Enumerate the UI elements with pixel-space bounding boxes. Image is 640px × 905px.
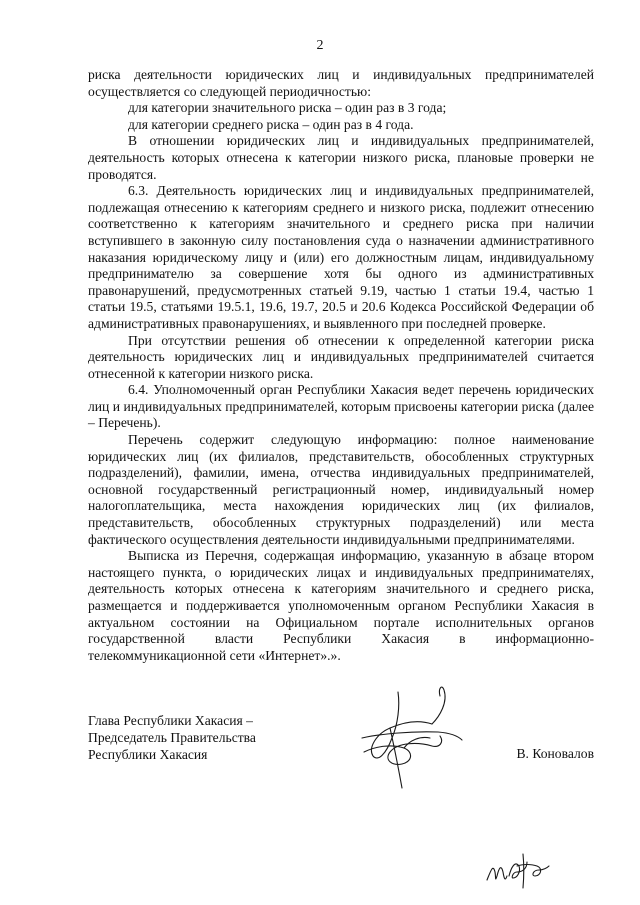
paragraph-list-contents: Перечень содержит следующую информацию: полное наименование юридических лиц (их филиалов, представительств, обособленных структурных подразделений), фамилии, имена, отчества индивидуальных предпринимателей, основной государственный регистрационный номер, индивидуальный номер налогоплательщика, места нахождения юридических лиц (их филиалов, представительств, обособленных структурных подразделений) или места фактического осуществления деятельности индивидуальными предпринимателями. [88,432,594,547]
paragraph-6-3: 6.3. Деятельность юридических лиц и индивидуальных предпринимателей, подлежащая отнесению к категориям среднего и низкого риска, подлежит отнесению соответственно к категориям значительного и среднего риска при наличии вступившего в законную силу постановления суда о назначении административного наказания юридическому лицу и (или) его должностным лицам, индивидуальному предпринимателю за совершение хотя бы одного из административных правонарушений, предусмотренных статьей 9.19, частью 1 статьи 19.4, частью 1 статьи 19.5, статьями 19.5.1, 19.6, 19.7, 20.5 и 20.6 Кодекса Российской Федерации об административных правонарушениях, и выявленного при последней проверке. [88,183,594,331]
signatory-title-line-2: Председатель Правительства [88,730,256,745]
signatory-title-line-1: Глава Республики Хакасия – [88,713,253,728]
paragraph-risk-periodicity: риска деятельности юридических лиц и индивидуальных предпринимателей осуществляется со следующей периодичностью: [88,67,594,99]
document-body [88,67,594,664]
signatory-name: В. Коновалов [516,746,594,761]
paragraph-6-4: 6.4. Уполномоченный орган Республики Хакасия ведет перечень юридических лиц и индивидуальных предпринимателей, которым присвоены категории риска (далее – Перечень). [88,382,594,431]
list-item-medium-risk: для категории среднего риска – один раз в 4 года. [128,116,414,132]
handwritten-signature [340,676,480,796]
signatory-title [88,712,308,763]
paragraph-low-risk: В отношении юридических лиц и индивидуальных предпринимателей, деятельность которых отнесена к категории низкого риска, плановые проверки не проводятся. [88,133,594,182]
list-item-significant-risk: для категории значительного риска – один раз в 3 года; [128,100,447,116]
paragraph-no-decision: При отсутствии решения об отнесении к определенной категории риска деятельность юридических лиц и индивидуальных предпринимателей считается отнесенной к категории низкого риска. [88,332,594,381]
paragraph-extract: Выписка из Перечня, содержащая информацию, указанную в абзаце втором настоящего пункта, о юридических лицах и индивидуальных предпринимателях, деятельность которых отнесена к категориям значительного и среднего риска, размещается и поддерживается уполномоченным органом Республики Хакасия в актуальном состоянии на Официальном портале исполнительных органов государственной власти Республики Хакасия в информационно-телекоммуникационной сети «Интернет».». [88,548,594,663]
page-number: 2 [316,38,324,53]
handwritten-initials [483,848,553,890]
signatory-title-line-3: Республики Хакасия [88,747,208,762]
